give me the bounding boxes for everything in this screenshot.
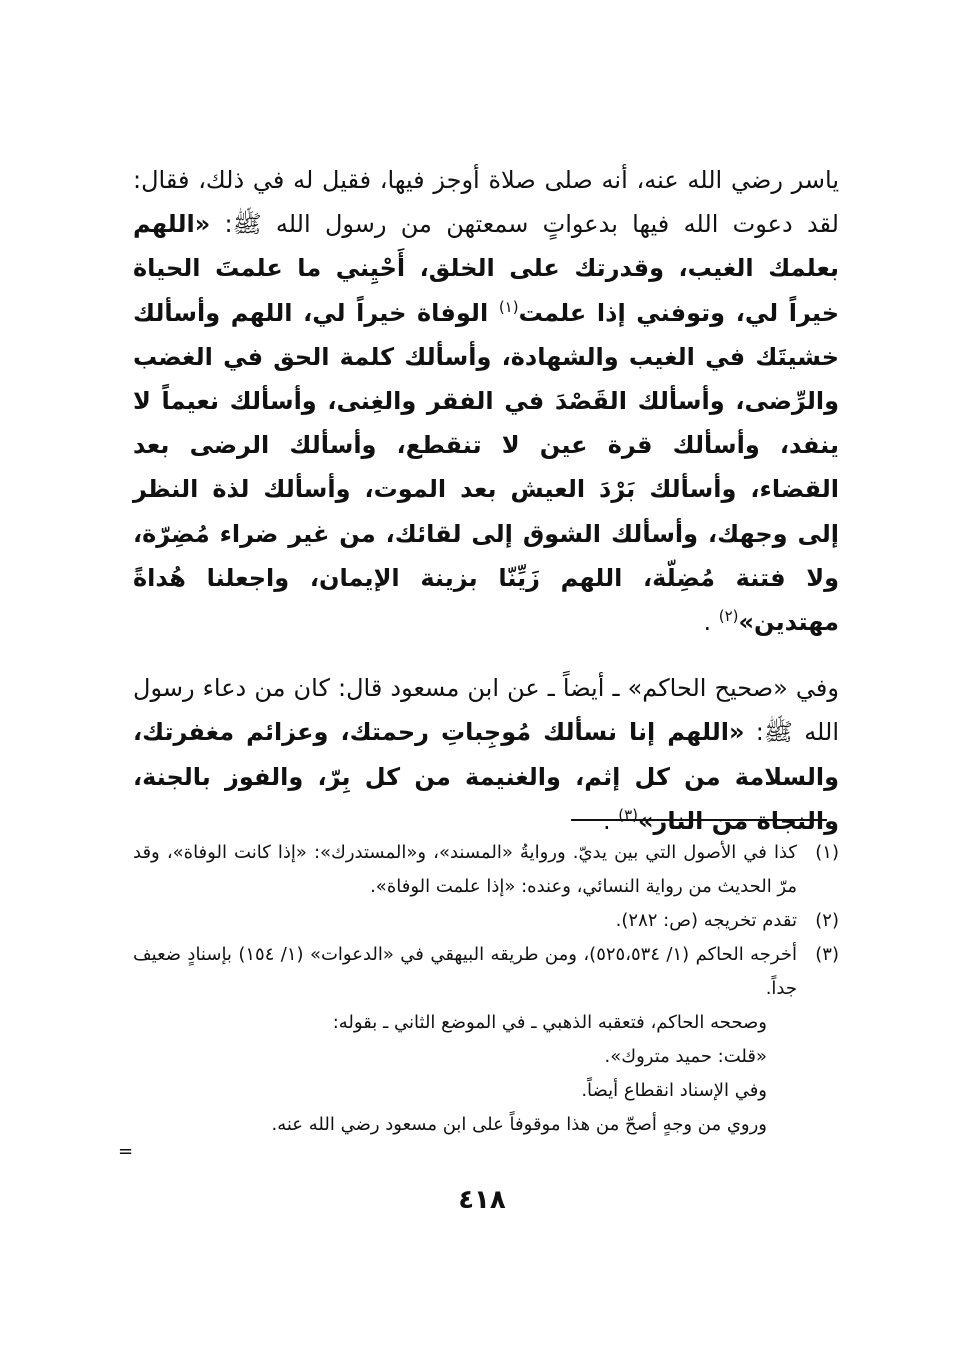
footnote-ref-1[interactable]: (١) [498, 297, 519, 316]
footnote-text: تقدم تخريجه (ص: ٢٨٢). [615, 910, 797, 931]
footnote-2 [133, 904, 839, 938]
paragraph-2-end: . [602, 806, 619, 835]
footnote-number: (١) [815, 842, 839, 863]
paragraph-1-end: . [703, 608, 719, 637]
footnote-ref-2[interactable]: (٢) [718, 607, 739, 626]
paragraph-1 [133, 158, 839, 644]
footnote-3-line: وروي من وجهٍ أصحّ من هذا موقوفاً على ابن مسعود رضي الله عنه. [271, 1114, 767, 1135]
page-number: ٤١٨ [458, 1185, 506, 1215]
footnote-number: (٢) [815, 910, 839, 931]
paragraph-1-intro: ياسر رضي الله عنه، أنه صلى صلاة أوجز فيها، فقيل له في ذلك، فقال: لقد دعوت الله فيها بدعواتٍ سمعتهن من رسول الله ﷺ: [133, 166, 839, 239]
footnote-3-line: وفي الإسناد انقطاع أيضاً. [581, 1080, 767, 1101]
footnote-text: كذا في الأصول التي بين يديّ. وروايةُ «المسند»، و«المستدرك»: «إذا كانت الوفاة»، وقد مرّ الحديث من رواية النسائي، وعنده: «إذا علمت الوفاة». [133, 842, 797, 897]
footnote-1 [133, 836, 839, 904]
footnote-separator [571, 819, 827, 821]
footnote-ref-3[interactable]: (٣) [618, 805, 639, 824]
paragraph-2 [133, 666, 839, 843]
footnote-number: (٣) [815, 944, 839, 965]
paragraph-2-intro: وفي «صحيح الحاكم» ـ أيضاً ـ عن ابن مسعود قال: كان من دعاء رسول الله ﷺ: [133, 674, 839, 747]
footnote-3-line: «قلت: حميد متروك». [604, 1046, 767, 1067]
footnotes [133, 836, 839, 1142]
main-text [133, 158, 839, 843]
paragraph-2-dua: «اللهم إنا نسألك مُوجِباتِ رحمتك، وعزائم مغفرتك، والسلامة من كل إثم، والغنيمة من كل بِرّ، والفوز بالجنة، والنجاة من النار» [133, 718, 839, 835]
footnote-3-line: وصححه الحاكم، فتعقبه الذهبي ـ في الموضع الثاني ـ بقوله: [332, 1012, 767, 1033]
paragraph-1-dua: «اللهم بعلمك الغيب، وقدرتك على الخلق، أَحْيِني ما علمتَ الحياة خيراً لي، وتوفني إذا علمت [133, 210, 839, 327]
continuation-mark: = [118, 1141, 134, 1162]
paragraph-1-dua-continued: الوفاة خيراً لي، اللهم وأسألك خشيتَك في الغيب والشهادة، وأسألك كلمة الحق في الغضب والرِّضى، وأسألك القَصْدَ في الفقر والغِنى، وأسألك نعيماً لا ينفد، وأسألك قرة عين لا تنقطع، وأسألك الرضى بعد القضاء، وأسألك بَرْدَ العيش بعد الموت، وأسألك لذة النظر إلى وجهك، وأسألك الشوق إلى لقائك، من غير ضراء مُضِرّة، ولا فتنة مُضِلّة، اللهم زَيِّنّا بزينة الإيمان، واجعلنا هُداةً مهتدين» [133, 298, 839, 637]
footnote-text: أخرجه الحاكم (١/ ٥٢٥،٥٣٤)، ومن طريقه البيهقي في «الدعوات» (١/ ١٥٤) بإسنادٍ ضعيف جداً. [133, 944, 797, 999]
footnote-3 [133, 938, 839, 1006]
